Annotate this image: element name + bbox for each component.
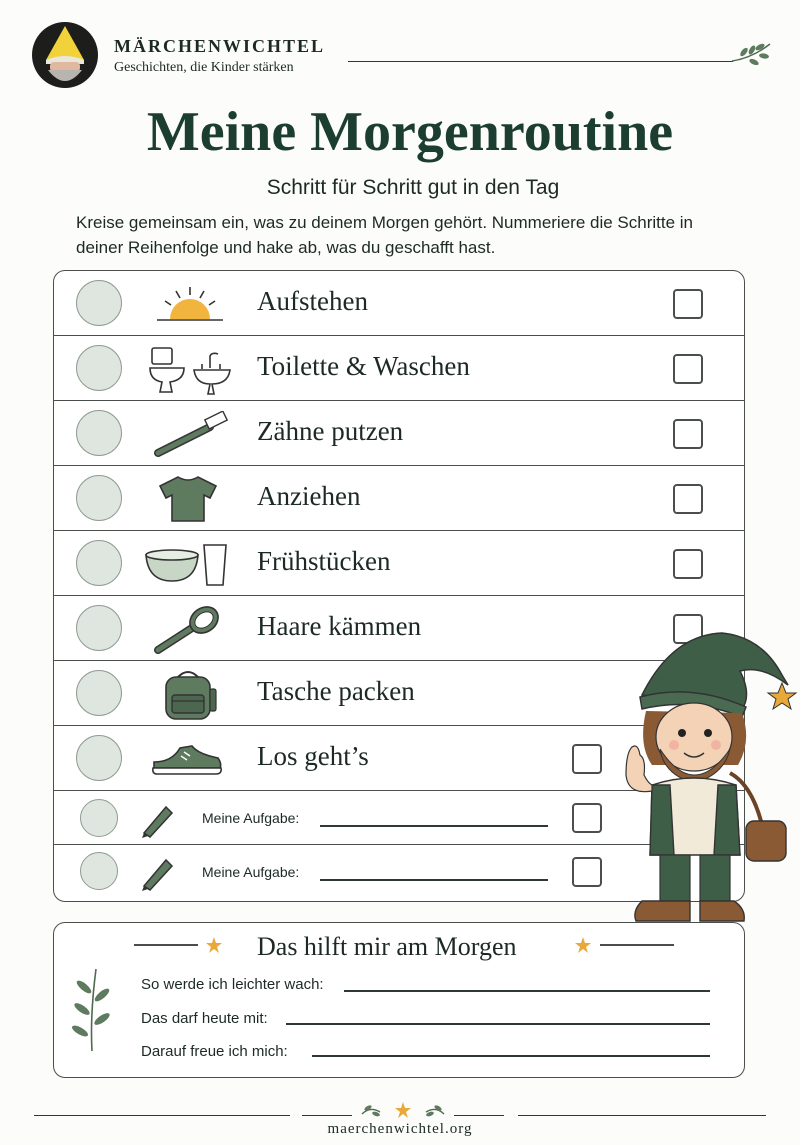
bowl-glass-icon: [144, 541, 230, 589]
help-prompt-label: Das darf heute mit:: [141, 1010, 268, 1027]
gnome-logo-icon: [32, 22, 98, 88]
number-circle[interactable]: [76, 280, 122, 326]
header-divider: [348, 61, 733, 62]
routine-step-row: [54, 336, 744, 401]
pencil-icon: [138, 852, 178, 892]
brand-logo: [32, 22, 98, 88]
sunrise-icon: [154, 283, 226, 325]
help-title: Das hilft mir am Morgen: [257, 932, 517, 961]
task-label: Meine Aufgabe:: [202, 864, 300, 880]
number-circle[interactable]: [80, 799, 118, 837]
footer-ornament-icon: [358, 1100, 448, 1120]
number-circle[interactable]: [76, 345, 122, 391]
brand-tagline: Geschichten, die Kinder stärken: [114, 60, 294, 75]
number-circle[interactable]: [76, 735, 122, 781]
help-prompt-label: So werde ich leichter wach:: [141, 976, 324, 993]
step-label: Toilette & Waschen: [257, 351, 470, 381]
step-checkbox[interactable]: [673, 289, 703, 319]
routine-step-row: [54, 531, 744, 596]
step-label: Anziehen: [257, 481, 361, 511]
number-circle[interactable]: [76, 475, 122, 521]
task-checkbox[interactable]: [572, 857, 602, 887]
number-circle[interactable]: [76, 410, 122, 456]
task-write-line[interactable]: [320, 879, 548, 881]
tshirt-icon: [156, 474, 220, 524]
branch-leaves-icon: [68, 965, 114, 1053]
task-label: Meine Aufgabe:: [202, 810, 300, 826]
sneaker-icon: [150, 740, 224, 780]
page-subtitle: Schritt für Schritt gut in den Tag: [266, 176, 560, 199]
number-circle[interactable]: [76, 670, 122, 716]
title-deco-line: [600, 944, 674, 946]
routine-step-row: [54, 466, 744, 531]
help-write-line[interactable]: [286, 1023, 710, 1025]
page-title: Meine Morgenroutine: [146, 101, 674, 163]
footer-divider: [302, 1115, 352, 1116]
backpack-icon: [158, 667, 220, 721]
footer-url[interactable]: maerchenwichtel.org: [327, 1121, 473, 1137]
step-checkbox[interactable]: [572, 744, 602, 774]
intro-text: Kreise gemeinsam ein, was zu deinem Morgen gehört. Nummeriere die Schritte in deiner Reihenfolge und hake ab, was du geschafft hast.: [76, 213, 693, 257]
help-prompt-label: Darauf freue ich mich:: [141, 1043, 288, 1060]
step-checkbox[interactable]: [673, 549, 703, 579]
help-write-line[interactable]: [312, 1055, 710, 1057]
number-circle[interactable]: [76, 540, 122, 586]
number-circle[interactable]: [80, 852, 118, 890]
brand-name: MÄRCHENWICHTEL: [114, 36, 326, 56]
task-write-line[interactable]: [320, 825, 548, 827]
task-checkbox[interactable]: [572, 803, 602, 833]
step-label: Zähne putzen: [257, 416, 404, 446]
help-write-line[interactable]: [344, 990, 710, 992]
step-label: Frühstücken: [257, 546, 391, 576]
step-label: Los geht’s: [257, 741, 369, 771]
number-circle[interactable]: [76, 605, 122, 651]
footer-divider: [518, 1115, 766, 1116]
toothbrush-icon: [152, 411, 230, 459]
step-label: Tasche packen: [257, 676, 415, 706]
toilet-sink-icon: [148, 344, 234, 396]
hairbrush-icon: [152, 604, 224, 656]
gnome-mascot-illustration: [612, 625, 798, 935]
step-label: Haare kämmen: [257, 611, 422, 641]
star-icon: [575, 937, 591, 953]
leaf-sprig-icon: [730, 36, 774, 70]
routine-step-row: [54, 271, 744, 336]
step-checkbox[interactable]: [673, 484, 703, 514]
footer-divider: [454, 1115, 504, 1116]
footer-divider: [34, 1115, 290, 1116]
step-checkbox[interactable]: [673, 419, 703, 449]
pencil-icon: [138, 799, 178, 839]
star-icon: [206, 937, 222, 953]
routine-step-row: [54, 401, 744, 466]
title-deco-line: [134, 944, 198, 946]
step-label: Aufstehen: [257, 286, 368, 316]
step-checkbox[interactable]: [673, 354, 703, 384]
